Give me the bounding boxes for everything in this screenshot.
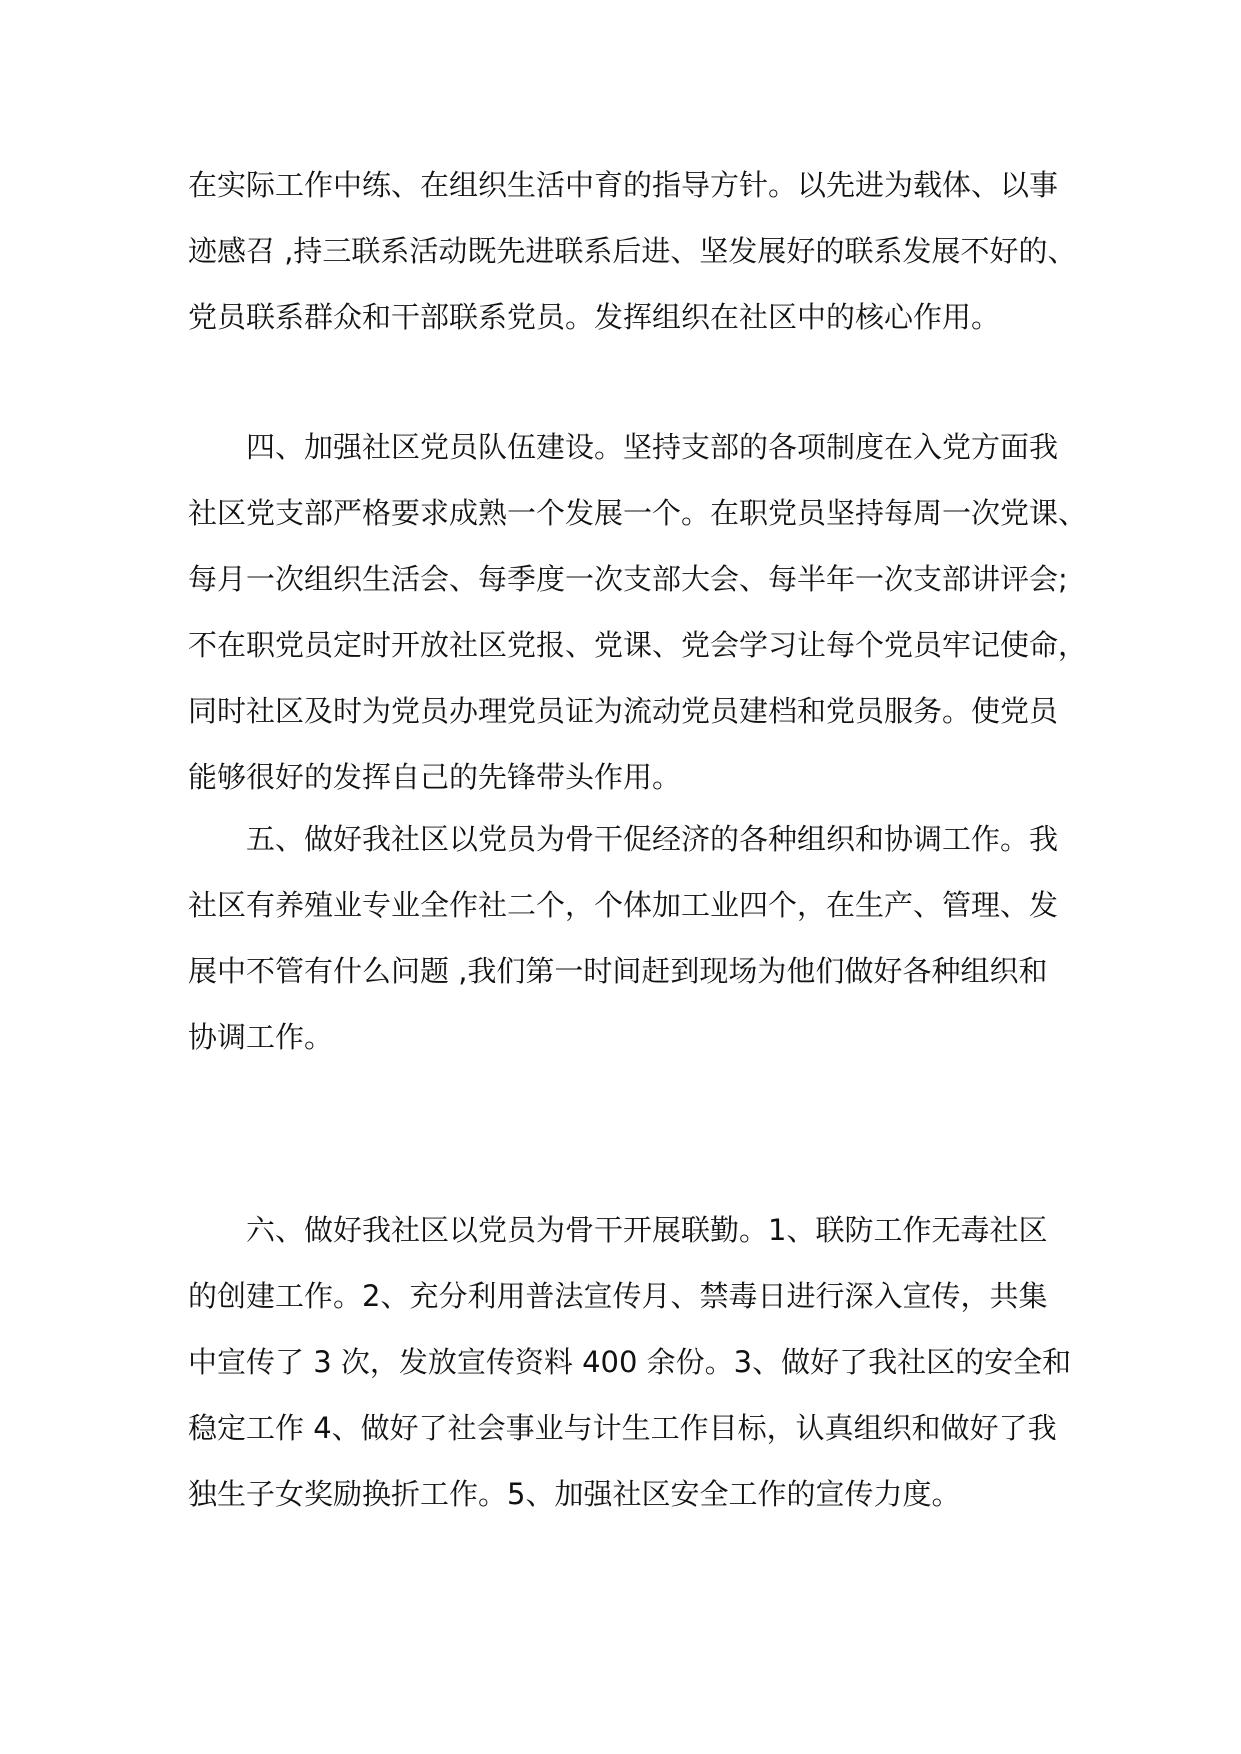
text-line: 不在职党员定时开放社区党报、党课、党会学习让每个党员牢记使命， — [188, 628, 1088, 662]
text-line: 五、做好我社区以党员为骨干促经济的各种组织和协调工作。我 — [246, 822, 1059, 856]
paragraph-section-six — [188, 1197, 1072, 1527]
text-line: 每月一次组织生活会、每季度一次支部大会、每半年一次支部讲评会; — [188, 562, 1068, 596]
text-line: 展中不管有什么问题 ,我们第一时间赶到现场为他们做好各种组织和 — [188, 954, 1048, 988]
paragraph-continuation — [188, 152, 1077, 350]
text-line: 能够很好的发挥自己的先锋带头作用。 — [188, 760, 682, 794]
paragraph-section-four — [188, 414, 1088, 810]
text-line: 社区党支部严格要求成熟一个发展一个。在职党员坚持每周一次党课、 — [188, 496, 1088, 530]
text-line: 稳定工作 4、做好了社会事业与计生工作目标，认真组织和做好了我 — [188, 1411, 1057, 1445]
text-line: 六、做好我社区以党员为骨干开展联勤。1、联防工作无毒社区 — [246, 1213, 1048, 1247]
text-line: 社区有养殖业专业全作社二个，个体加工业四个，在生产、管理、发 — [188, 888, 1059, 922]
text-line: 迹感召 ,持三联系活动既先进联系后进、坚发展好的联系发展不好的、 — [188, 234, 1077, 268]
paragraph-section-five — [188, 806, 1068, 1070]
text-line: 在实际工作中练、在组织生活中育的指导方针。以先进为载体、以事 — [188, 168, 1059, 202]
text-line: 同时社区及时为党员办理党员证为流动党员建档和党员服务。使党员 — [188, 694, 1059, 728]
text-line: 四、加强社区党员队伍建设。坚持支部的各项制度在入党方面我 — [246, 430, 1059, 464]
text-line: 的创建工作。2、充分利用普法宣传月、禁毒日进行深入宣传，共集 — [188, 1279, 1048, 1313]
text-line: 中宣传了 3 次，发放宣传资料 400 余份。3、做好了我社区的安全和 — [188, 1345, 1072, 1379]
text-line: 协调工作。 — [188, 1020, 334, 1054]
text-line: 党员联系群众和干部联系党员。发挥组织在社区中的核心作用。 — [188, 300, 1001, 334]
text-line: 独生子女奖励换折工作。5、加强社区安全工作的宣传力度。 — [188, 1477, 961, 1511]
